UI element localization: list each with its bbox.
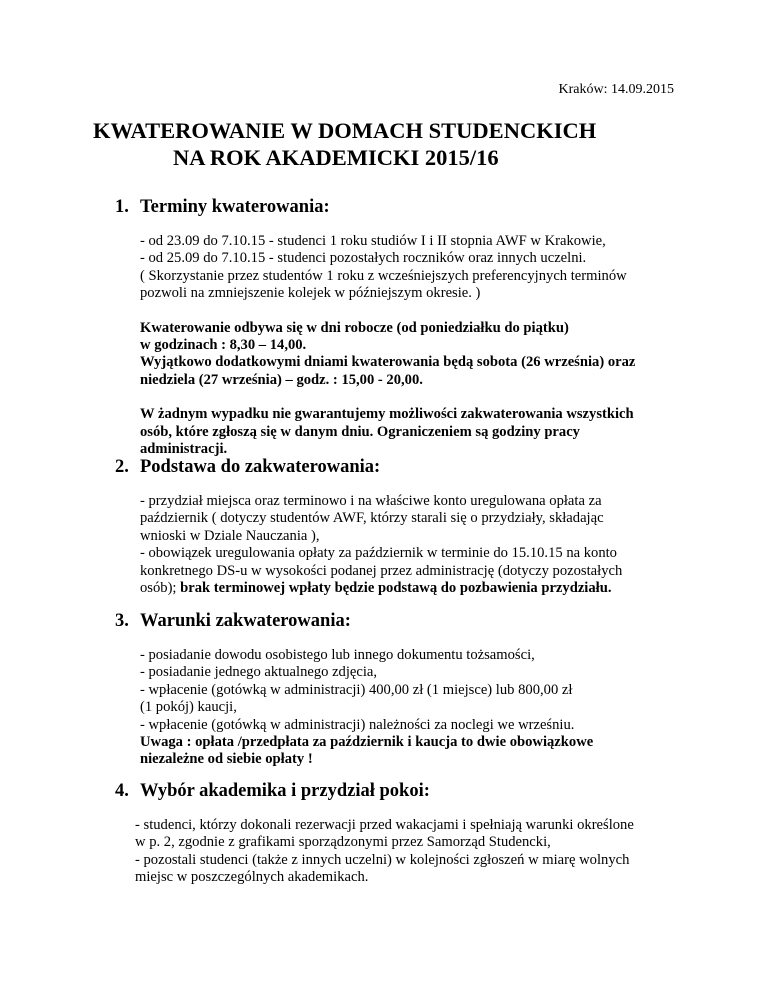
section-4-text: - studenci, którzy dokonali rezerwacji przed wakacjami i spełniają warunki określone w p. 2, zgodnie z grafikami sporządzonymi przez Samorząd Studencki, - pozostali studenci (także z innych uczelni) w kolejności zgłoszeń w miarę wolnych miejsc w poszczególnych akademikach. [135, 817, 634, 886]
document-title [93, 117, 596, 171]
section-1-hours: Kwaterowanie odbywa się w dni robocze (od poniedziałku do piątku) w godzinach : 8,30 – 14,00. Wyjątkowo dodatkowymi dniami kwaterowania będą sobota (26 września) oraz niedziela (27 września) – godz. : 15,00 - 20,00. [140, 319, 636, 388]
section-1-text: - od 23.09 do 7.10.15 - studenci 1 roku studiów I i II stopnia AWF w Krakowie, - od 25.09 do 7.10.15 - studenci pozostałych roczników oraz innych uczelni. ( Skorzystanie przez studentów 1 roku z wcześniejszych preferencyjnych terminów pozwoli na zmniejszenie kolejek w późniejszym okresie. ) [140, 233, 627, 302]
section-1-heading: 1. Terminy kwaterowania: [115, 197, 330, 217]
section-2-text: - przydział miejsca oraz terminowo i na właściwe konto uregulowana opłata za październik ( dotyczy studentów AWF, którzy starali się o przydziały, składając wnioski w Dziale Nauczania ), - obowiązek uregulowania opłaty za październik w terminie do 15.10.15 na konto konkretnego DS-u w wysokości podanej przez administrację (dotyczy pozostałych osób); brak terminowej wpłaty będzie podstawą do pozbawienia przydziału. [140, 493, 623, 597]
title-line-1: KWATEROWANIE W DOMACH STUDENCKICH [93, 118, 597, 143]
section-2 [115, 456, 678, 597]
section-1-warning: W żadnym wypadku nie gwarantujemy możliwości zakwaterowania wszystkich osób, które zgłoszą się w danym dniu. Ograniczeniem są godziny pracy administracji. [140, 406, 634, 458]
section-1 [115, 196, 678, 458]
section-3 [115, 610, 678, 769]
document-date: Kraków: 14.09.2015 [558, 82, 674, 97]
section-2-heading: 2. Podstawa do zakwaterowania: [115, 457, 381, 477]
title-line-2: NA ROK AKADEMICKI 2015/16 [173, 145, 499, 170]
section-4 [115, 780, 678, 887]
section-4-heading: 4. Wybór akademika i przydział pokoi: [115, 781, 430, 801]
section-3-heading: 3. Warunki zakwaterowania: [115, 611, 351, 631]
section-3-text: - posiadanie dowodu osobistego lub innego dokumentu tożsamości, - posiadanie jednego aktualnego zdjęcia, - wpłacenie (gotówką w administracji) 400,00 zł (1 miejsce) lub 800,00 zł (1 pokój) kaucji, - wpłacenie (gotówką w administracji) należności za noclegi we wrześniu. Uwaga : opłata /przedpłata za październik i kaucja to dwie obowiązkowe niezależne od siebie opłaty ! [140, 647, 594, 768]
